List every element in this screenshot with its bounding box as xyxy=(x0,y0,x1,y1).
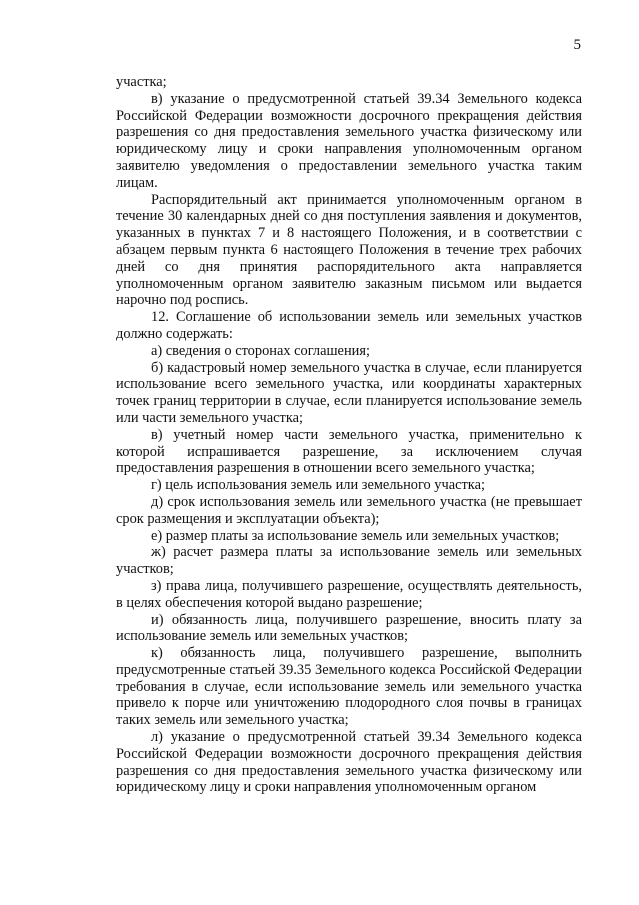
list-item-d: д) срок использования земель или земельного участка (не превышает срок размещения и эксплуатации объекта); xyxy=(116,493,582,527)
list-item-k: к) обязанность лица, получившего разрешение, выполнить предусмотренные статьей 39.35 Земельного кодекса Российской Федерации требования в случае, если использование земель или земельного участка привело к порче или уничтожению плодородного слоя почвы в границах таких земель или земельного участка; xyxy=(116,645,582,729)
list-item-v: в) учетный номер части земельного участка, применительно к которой испрашивается разрешение, за исключением случая предоставления разрешения в отношении всего земельного участка; xyxy=(116,426,582,477)
page-number: 5 xyxy=(573,37,581,53)
list-item-e: е) размер платы за использование земель или земельных участков; xyxy=(151,527,560,544)
body-text xyxy=(116,74,582,796)
paragraph-item-v: в) указание о предусмотренной статьей 39.34 Земельного кодекса Российской Федерации возможности досрочного прекращения действия разрешения со дня предоставления земельного участка физическому или юридическому лицу и сроки направления уполномоченным органом заявителю уведомления о предоставлении земельного участка таким лицам. xyxy=(116,90,582,191)
paragraph-continuation: участка; xyxy=(116,74,167,90)
paragraph-clause-12: 12. Соглашение об использовании земель или земельных участков должно содержать: xyxy=(116,309,582,342)
list-item-l: л) указание о предусмотренной статьей 39.34 Земельного кодекса Российской Федерации возможности досрочного прекращения действия разрешения со дня предоставления земельного участка физическому или юридическому лицу и сроки направления уполномоченным органом xyxy=(116,729,582,796)
list-item-b: б) кадастровый номер земельного участка в случае, если планируется использование всего земельного участка, или координаты характерных точек границ территории в случае, если планируется использование земель или части земельного участка; xyxy=(116,359,582,426)
paragraph-administrative-act: Распорядительный акт принимается уполномоченным органом в течение 30 календарных дней со дня поступления заявления и документов, указанных в пунктах 7 и 8 настоящего Положения, и в соответствии с абзацем первым пункта 6 настоящего Положения в течение трех рабочих дней со дня принятия распорядительного акта направляется уполномоченным органом заявителю заказным письмом или выдается нарочно под роспись. xyxy=(116,191,582,309)
list-item-a: а) сведения о сторонах соглашения; xyxy=(151,342,370,359)
list-item-zh: ж) расчет размера платы за использование земель или земельных участков; xyxy=(116,544,582,578)
list-item-z: з) права лица, получившего разрешение, осуществлять деятельность, в целях обеспечения которой выдано разрешение; xyxy=(116,577,582,611)
list-item-g: г) цель использования земель или земельного участка; xyxy=(151,477,485,494)
list-item-i: и) обязанность лица, получившего разрешение, вносить плату за использование земель или земельных участков; xyxy=(116,611,582,645)
